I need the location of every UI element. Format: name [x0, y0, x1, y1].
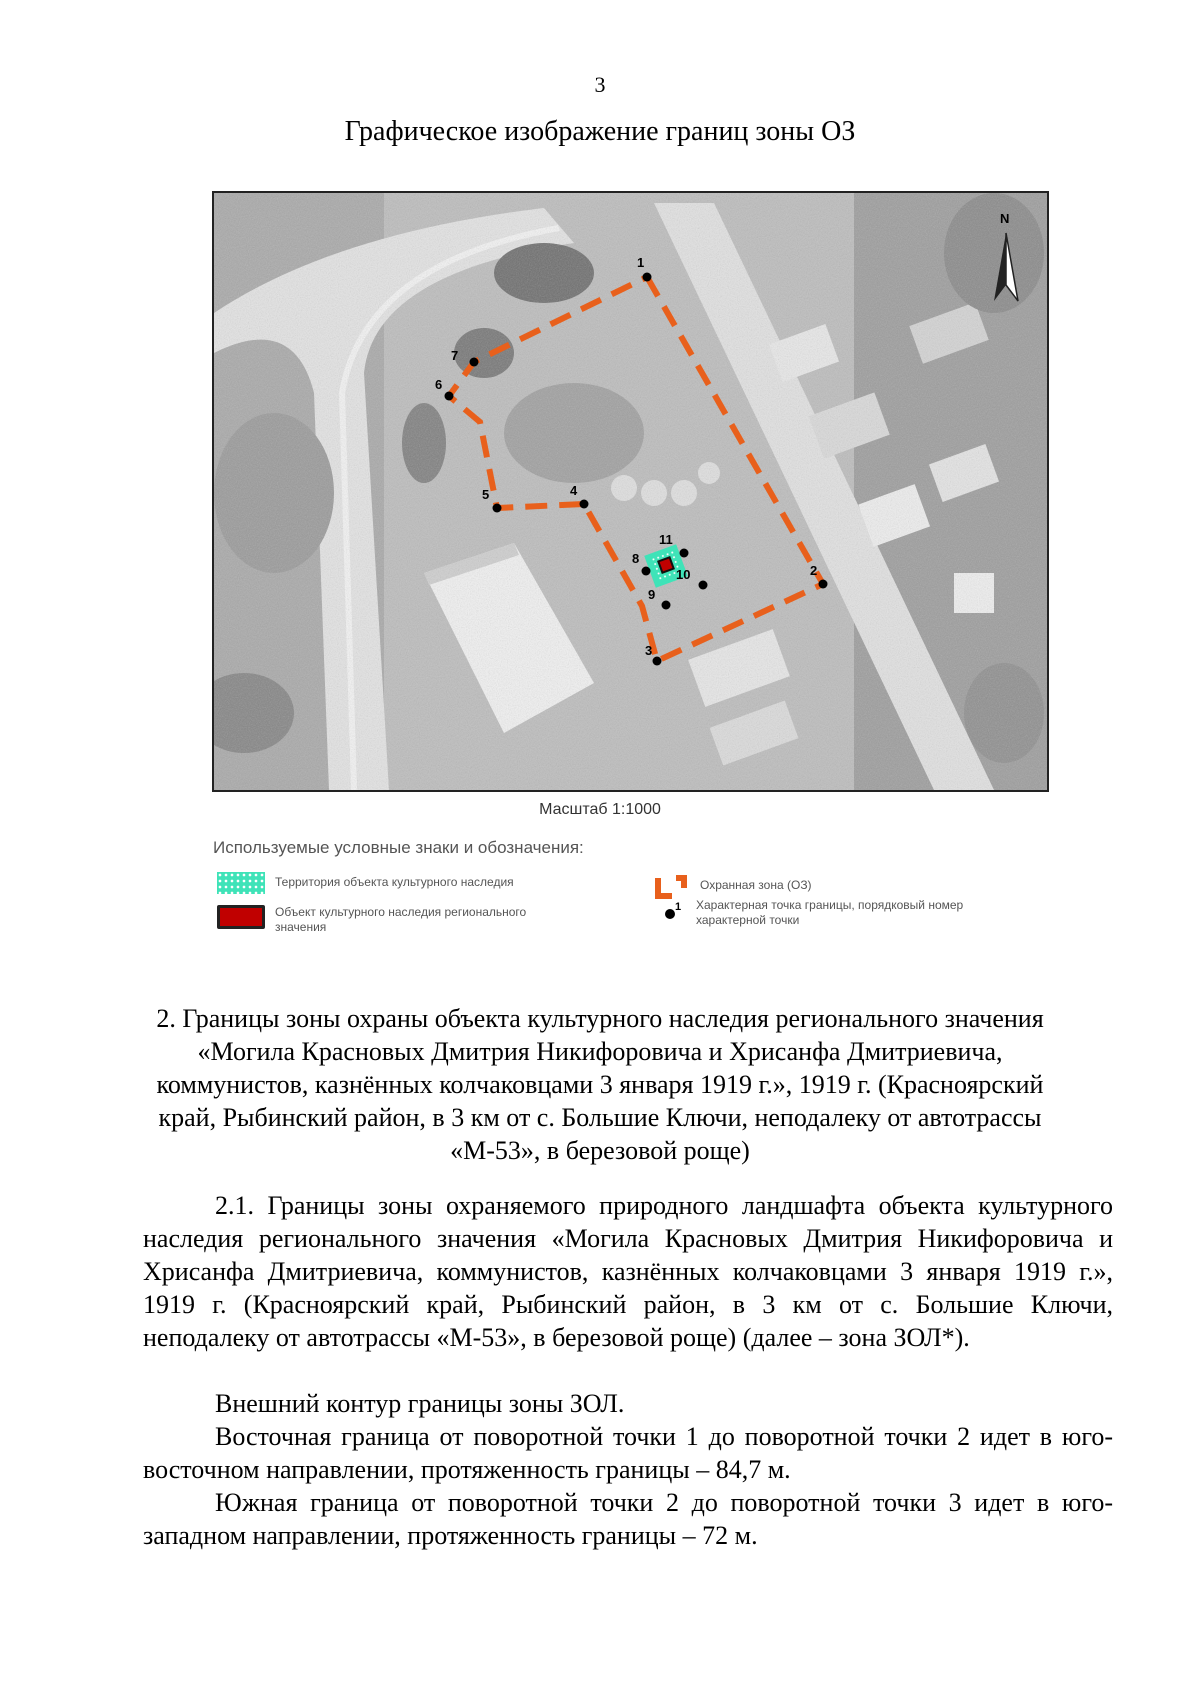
page-number: 3: [594, 72, 606, 97]
point-label-10: 10: [676, 567, 691, 582]
legend-item-point: [664, 898, 994, 928]
boundary-point-6: [445, 392, 454, 401]
point-label-9: 9: [648, 587, 656, 602]
boundary-point-8: [642, 567, 651, 576]
legend-label-point: Характерная точка границы, порядковый номер характерной точки: [696, 898, 964, 927]
boundary-point-2: [819, 580, 828, 589]
paragraph-south-boundary: Южная граница от поворотной точки 2 до поворотной точки 3 идет в юго-западном направлении, протяженность границы – 72 м.: [143, 1488, 1113, 1550]
boundary-point-1: [643, 273, 652, 282]
legend-item-territory: [217, 872, 577, 894]
boundary-point-7: [470, 358, 479, 367]
territory-swatch-icon: [217, 872, 265, 894]
point-label-11: 11: [659, 532, 673, 547]
paragraph-east-boundary: Восточная граница от поворотной точки 1 до поворотной точки 2 идет в юго-восточном направлении, протяженность границы – 84,7 м.: [143, 1422, 1113, 1484]
boundary-point-11: [680, 549, 689, 558]
point-label-6: 6: [435, 377, 443, 392]
legend-label-object: Объект культурного наследия регионального значения: [275, 905, 527, 934]
boundary-point-9: [662, 601, 671, 610]
heritage-object: [658, 557, 673, 572]
aerial-map: [212, 191, 1049, 792]
legend-label-zone: Охранная зона (ОЗ): [700, 878, 812, 892]
section-heading: 2. Границы зоны охраны объекта культурного наследия регионального значения «Могила Красновых Дмитрия Никифоровича и Хрисанфа Дмитриевича, коммунистов, казнённых колчаковцами 3 января 1919 г.», 1919 г. (Красноярский край, Рыбинский район, в 3 км от с. Большие Ключи, неподалеку от автотрассы «М-53», в березовой роще): [156, 1004, 1044, 1165]
point-label-1: 1: [637, 255, 645, 270]
paragraph-outer-contour: Внешний контур границы зоны ЗОЛ.: [215, 1389, 625, 1418]
boundary-point-5: [493, 504, 502, 513]
boundary-point-3: [653, 657, 662, 666]
point-label-8: 8: [632, 551, 640, 566]
point-marker-icon: [664, 898, 686, 924]
point-label-5: 5: [482, 487, 490, 502]
point-label-7: 7: [451, 348, 459, 363]
boundary-point-4: [580, 500, 589, 509]
point-marker-number: 1: [675, 901, 682, 913]
map-scale: Масштаб 1:1000: [539, 801, 661, 818]
legend-label-territory: Территория объекта культурного наследия: [275, 875, 514, 889]
point-label-2: 2: [810, 563, 818, 578]
object-swatch-icon: [217, 905, 265, 929]
figure-title: Графическое изображение границ зоны ОЗ: [344, 116, 856, 147]
legend-title: Используемые условные знаки и обозначения:: [213, 838, 584, 857]
point-label-4: 4: [570, 483, 578, 498]
point-label-3: 3: [645, 643, 653, 658]
boundary-point-10: [699, 581, 708, 590]
paragraph-2-1: 2.1. Границы зоны охраняемого природного ландшафта объекта культурного наследия регионального значения «Могила Красновых Дмитрия Никифоровича и Хрисанфа Дмитриевича, коммунистов, казнённых колчаковцами 3 января 1919 г.», 1919 г. (Красноярский край, Рыбинский район, в 3 км от с. Большие Ключи, неподалеку от автотрассы «М-53», в березовой роще) (далее – зона ЗОЛ*).: [143, 1191, 1113, 1352]
north-label: N: [1000, 211, 1010, 226]
legend-item-object: [217, 905, 577, 935]
